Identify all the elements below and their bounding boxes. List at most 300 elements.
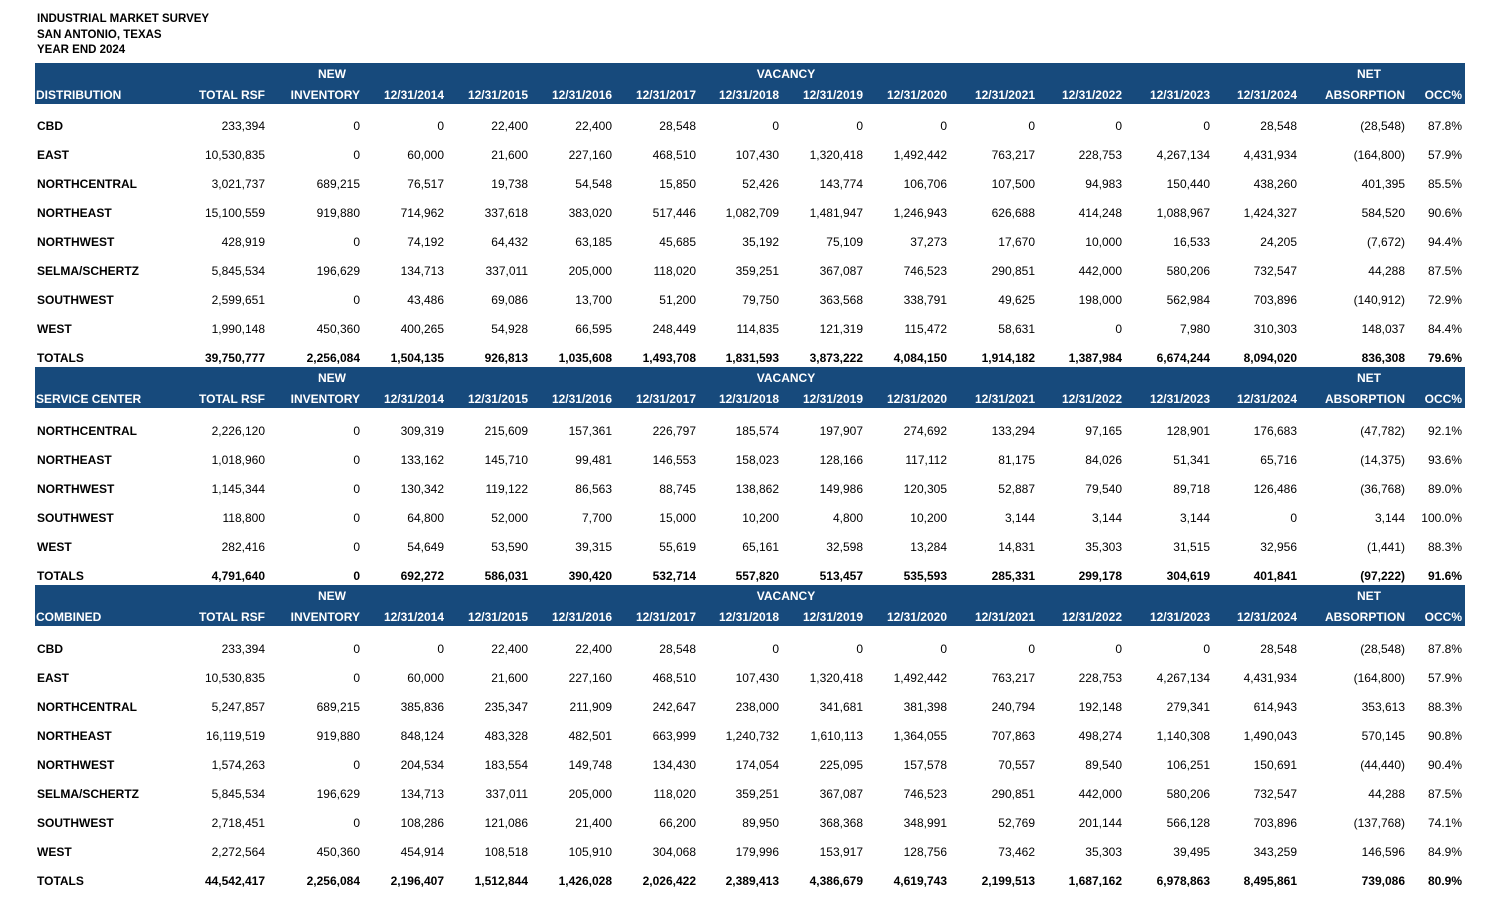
table-cell: 107,500 [991, 177, 1035, 191]
table-cell: 138,862 [735, 482, 779, 496]
table-cell: 70,557 [998, 758, 1035, 772]
table-cell: 532,714 [652, 569, 696, 583]
table-cell: 24,205 [1260, 235, 1297, 249]
table-cell: 1,492,442 [893, 671, 947, 685]
table-cell: (7,672) [1366, 235, 1405, 249]
year-header-12-31-2017: 12/31/2017 [635, 88, 696, 102]
table-cell: 414,248 [1078, 206, 1122, 220]
table-cell: 1,492,442 [893, 148, 947, 162]
table-cell: 3,144 [1179, 511, 1210, 525]
table-cell: 714,962 [400, 206, 444, 220]
submarket-name: NORTHCENTRAL [37, 424, 137, 438]
table-cell: 1,018,960 [211, 453, 265, 467]
table-cell: 80.9% [1427, 874, 1462, 888]
table-cell: 60,000 [407, 148, 444, 162]
table-cell: 133,162 [400, 453, 444, 467]
table-cell: 10,000 [1085, 235, 1122, 249]
table-cell: 118,020 [653, 264, 696, 278]
table-cell: 205,000 [568, 264, 612, 278]
table-cell: 2,256,084 [306, 874, 360, 888]
table-cell: 442,000 [1078, 787, 1122, 801]
table-cell: 107,430 [735, 148, 779, 162]
table-cell: 390,420 [568, 569, 612, 583]
table-cell: 1,145,344 [211, 482, 265, 496]
table-cell: (137,768) [1353, 816, 1405, 830]
table-cell: 6,674,244 [1156, 351, 1210, 365]
table-cell: 1,490,043 [1243, 729, 1297, 743]
table-cell: 0 [1203, 119, 1210, 133]
report-title [37, 12, 209, 59]
table-cell: 348,991 [903, 816, 947, 830]
table-cell: 290,851 [991, 264, 1035, 278]
table-cell: 2,226,120 [211, 424, 265, 438]
table-cell: 338,791 [903, 293, 947, 307]
submarket-name: NORTHCENTRAL [37, 177, 137, 191]
table-cell: 4,619,743 [893, 874, 947, 888]
table-cell: 21,600 [491, 148, 528, 162]
year-header-12-31-2016: 12/31/2016 [551, 610, 612, 624]
table-cell: 562,984 [1166, 293, 1210, 307]
table-cell: 1,504,135 [390, 351, 444, 365]
table-cell: 746,523 [903, 264, 947, 278]
table-cell: 703,896 [1253, 293, 1297, 307]
submarket-name: NORTHWEST [37, 482, 115, 496]
table-cell: 450,360 [316, 322, 360, 336]
table-cell: 341,681 [819, 700, 863, 714]
table-cell: 90.6% [1427, 206, 1462, 220]
table-cell: 22,400 [575, 119, 612, 133]
table-cell: 1,990,148 [211, 322, 265, 336]
year-header-12-31-2016: 12/31/2016 [551, 392, 612, 406]
table-cell: 128,901 [1166, 424, 1210, 438]
table-cell: 517,446 [652, 206, 696, 220]
table-cell: 4,267,134 [1156, 148, 1210, 162]
table-cell: 10,530,835 [204, 671, 265, 685]
table-cell: 483,328 [484, 729, 528, 743]
table-cell: 0 [353, 642, 360, 656]
table-header-band [35, 367, 1465, 408]
table-cell: 0 [1115, 322, 1122, 336]
table-cell: 43,486 [407, 293, 444, 307]
table-cell: 689,215 [316, 177, 360, 191]
table-cell: 0 [353, 540, 360, 554]
table-cell: 1,082,709 [725, 206, 779, 220]
year-header-12-31-2022: 12/31/2022 [1061, 88, 1122, 102]
totals-row [35, 350, 1465, 366]
submarket-name: WEST [37, 322, 72, 336]
table-cell: 85.5% [1427, 177, 1462, 191]
table-cell: 90.4% [1427, 758, 1462, 772]
table-cell: 1,320,418 [809, 671, 863, 685]
table-cell: (164,800) [1353, 671, 1405, 685]
table-cell: 233,394 [221, 119, 265, 133]
table-cell: 274,692 [903, 424, 947, 438]
table-cell: 0 [1028, 119, 1035, 133]
table-cell: 279,341 [1166, 700, 1210, 714]
table-cell: 28,548 [1260, 119, 1297, 133]
table-cell: 513,457 [819, 569, 863, 583]
year-header-12-31-2019: 12/31/2019 [802, 88, 863, 102]
table-cell: 150,691 [1253, 758, 1297, 772]
table-cell: 580,206 [1166, 787, 1210, 801]
table-section-combined [35, 585, 1465, 893]
new-inventory-header-top: NEW [318, 589, 346, 603]
table-cell: 337,011 [485, 264, 528, 278]
table-cell: 15,000 [659, 511, 696, 525]
table-cell: 1,387,984 [1068, 351, 1122, 365]
table-row [35, 263, 1465, 279]
table-cell: 179,996 [735, 845, 779, 859]
table-cell: 7,700 [581, 511, 612, 525]
totals-row [35, 568, 1465, 584]
table-cell: 157,578 [903, 758, 947, 772]
table-cell: 65,716 [1260, 453, 1297, 467]
table-cell: 4,791,640 [211, 569, 265, 583]
table-cell: 385,836 [400, 700, 444, 714]
table-cell: 367,087 [819, 787, 863, 801]
table-cell: 343,259 [1253, 845, 1297, 859]
table-cell: 0 [353, 482, 360, 496]
table-cell: 35,303 [1085, 540, 1122, 554]
table-cell: 1,320,418 [809, 148, 863, 162]
table-cell: 310,303 [1253, 322, 1297, 336]
table-cell: 746,523 [903, 787, 947, 801]
table-row [35, 321, 1465, 337]
table-cell: 211,909 [569, 700, 612, 714]
table-cell: 3,144 [1091, 511, 1122, 525]
total-rsf-header: TOTAL RSF [199, 392, 265, 406]
table-cell: 2,599,651 [211, 293, 265, 307]
table-cell: 4,386,679 [809, 874, 863, 888]
table-cell: 60,000 [407, 671, 444, 685]
table-cell: 185,574 [735, 424, 779, 438]
table-cell: 0 [856, 642, 863, 656]
table-cell: 1,493,708 [642, 351, 696, 365]
net-absorption-header-top: NET [1357, 589, 1381, 603]
table-cell: 1,687,162 [1068, 874, 1122, 888]
year-header-12-31-2019: 12/31/2019 [802, 392, 863, 406]
table-cell: 87.5% [1427, 787, 1462, 801]
submarket-name: NORTHEAST [37, 729, 112, 743]
net-absorption-header-bottom: ABSORPTION [1324, 88, 1405, 102]
submarket-name: NORTHEAST [37, 206, 112, 220]
table-cell: 64,432 [491, 235, 528, 249]
table-cell: 55,619 [659, 540, 696, 554]
table-cell: 148,037 [1361, 322, 1405, 336]
table-cell: 0 [772, 642, 779, 656]
table-cell: 49,625 [998, 293, 1035, 307]
table-cell: 614,943 [1253, 700, 1297, 714]
table-cell: 6,978,863 [1156, 874, 1210, 888]
table-cell: 150,440 [1166, 177, 1210, 191]
table-row [35, 176, 1465, 192]
table-cell: 84.4% [1427, 322, 1462, 336]
section-label: DISTRIBUTION [36, 88, 122, 102]
year-header-12-31-2022: 12/31/2022 [1061, 392, 1122, 406]
table-cell: 482,501 [568, 729, 612, 743]
table-cell: 732,547 [1253, 787, 1297, 801]
table-cell: 14,831 [998, 540, 1035, 554]
table-cell: 381,398 [903, 700, 947, 714]
table-cell: 149,986 [819, 482, 863, 496]
year-header-12-31-2020: 12/31/2020 [886, 392, 947, 406]
table-cell: 1,831,593 [725, 351, 779, 365]
table-cell: 299,178 [1078, 569, 1122, 583]
table-cell: 32,956 [1260, 540, 1297, 554]
table-cell: 689,215 [316, 700, 360, 714]
submarket-name: SOUTHWEST [37, 511, 114, 525]
table-cell: 39,495 [1173, 845, 1210, 859]
submarket-name: WEST [37, 540, 72, 554]
table-cell: 926,813 [484, 351, 528, 365]
table-cell: 97,165 [1085, 424, 1122, 438]
table-cell: 28,548 [1260, 642, 1297, 656]
table-cell: 73,462 [998, 845, 1035, 859]
table-row [35, 510, 1465, 526]
table-cell: 919,880 [316, 729, 360, 743]
year-header-12-31-2014: 12/31/2014 [383, 88, 444, 102]
table-cell: 428,919 [221, 235, 265, 249]
table-cell: 52,887 [998, 482, 1035, 496]
table-cell: 52,426 [742, 177, 779, 191]
table-cell: (14,375) [1360, 453, 1405, 467]
table-cell: 566,128 [1166, 816, 1210, 830]
table-cell: 401,395 [1361, 177, 1405, 191]
table-cell: 4,267,134 [1156, 671, 1210, 685]
table-cell: 10,200 [910, 511, 947, 525]
net-absorption-header-top: NET [1357, 371, 1381, 385]
table-cell: 0 [353, 453, 360, 467]
table-row [35, 205, 1465, 221]
table-cell: 353,613 [1361, 700, 1405, 714]
table-cell: 282,416 [221, 540, 265, 554]
table-cell: 235,347 [484, 700, 528, 714]
table-cell: 128,756 [903, 845, 947, 859]
table-cell: 359,251 [735, 264, 779, 278]
table-cell: 107,430 [735, 671, 779, 685]
table-cell: 0 [1290, 511, 1297, 525]
table-cell: 37,273 [910, 235, 947, 249]
table-cell: 74.1% [1427, 816, 1462, 830]
table-cell: 134,430 [652, 758, 696, 772]
section-label: COMBINED [36, 610, 102, 624]
table-cell: 1,140,308 [1156, 729, 1210, 743]
table-row [35, 481, 1465, 497]
table-cell: 118,800 [222, 511, 265, 525]
table-cell: 119,122 [485, 482, 528, 496]
table-cell: 248,449 [652, 322, 696, 336]
submarket-name: TOTALS [37, 351, 84, 365]
table-cell: 401,841 [1253, 569, 1297, 583]
table-cell: 21,600 [491, 671, 528, 685]
submarket-name: NORTHWEST [37, 758, 115, 772]
submarket-name: SELMA/SCHERTZ [37, 787, 139, 801]
table-cell: 39,750,777 [204, 351, 265, 365]
table-cell: 0 [437, 642, 444, 656]
table-cell: 703,896 [1253, 816, 1297, 830]
table-cell: 16,533 [1173, 235, 1210, 249]
table-cell: 58,631 [998, 322, 1035, 336]
submarket-name: CBD [37, 119, 63, 133]
table-row [35, 147, 1465, 163]
table-cell: 100.0% [1421, 511, 1462, 525]
totals-row [35, 873, 1465, 889]
year-header-12-31-2018: 12/31/2018 [718, 610, 779, 624]
table-cell: 52,769 [998, 816, 1035, 830]
year-header-12-31-2023: 12/31/2023 [1149, 88, 1210, 102]
table-cell: 0 [353, 119, 360, 133]
table-cell: 3,021,737 [211, 177, 265, 191]
table-row [35, 786, 1465, 802]
table-cell: 3,144 [1374, 511, 1405, 525]
submarket-name: NORTHWEST [37, 235, 115, 249]
year-header-12-31-2024: 12/31/2024 [1236, 88, 1297, 102]
table-cell: 66,200 [659, 816, 696, 830]
table-cell: 240,794 [991, 700, 1035, 714]
submarket-name: NORTHCENTRAL [37, 700, 137, 714]
table-cell: 17,670 [998, 235, 1035, 249]
table-cell: 3,873,222 [809, 351, 863, 365]
table-cell: 763,217 [991, 671, 1035, 685]
table-cell: 0 [353, 511, 360, 525]
table-cell: 498,274 [1078, 729, 1122, 743]
net-absorption-header-bottom: ABSORPTION [1324, 392, 1405, 406]
table-cell: 1,426,028 [558, 874, 612, 888]
year-header-12-31-2021: 12/31/2021 [974, 610, 1035, 624]
table-cell: 93.6% [1427, 453, 1462, 467]
table-cell: (44,440) [1360, 758, 1405, 772]
table-cell: 304,068 [652, 845, 696, 859]
year-header-12-31-2015: 12/31/2015 [467, 88, 528, 102]
year-header-12-31-2020: 12/31/2020 [886, 88, 947, 102]
table-cell: 52,000 [491, 511, 528, 525]
table-cell: 1,088,967 [1156, 206, 1210, 220]
table-cell: 1,914,182 [981, 351, 1035, 365]
table-cell: 145,710 [484, 453, 528, 467]
year-header-12-31-2022: 12/31/2022 [1061, 610, 1122, 624]
year-header-12-31-2024: 12/31/2024 [1236, 392, 1297, 406]
net-absorption-header-top: NET [1357, 67, 1381, 81]
table-cell: 108,286 [400, 816, 444, 830]
table-row [35, 118, 1465, 134]
table-cell: 106,251 [1166, 758, 1210, 772]
submarket-name: TOTALS [37, 874, 84, 888]
table-cell: 75,109 [826, 235, 863, 249]
table-cell: 337,011 [485, 787, 528, 801]
table-row [35, 815, 1465, 831]
year-header-12-31-2021: 12/31/2021 [974, 392, 1035, 406]
table-cell: 692,272 [400, 569, 444, 583]
table-cell: 1,364,055 [893, 729, 947, 743]
table-cell: 201,144 [1078, 816, 1122, 830]
table-cell: 2,026,422 [642, 874, 696, 888]
submarket-name: SOUTHWEST [37, 293, 114, 307]
table-cell: 88,745 [659, 482, 696, 496]
table-cell: 1,574,263 [211, 758, 265, 772]
table-cell: 233,394 [221, 642, 265, 656]
table-cell: 0 [1115, 642, 1122, 656]
table-cell: 2,718,451 [211, 816, 265, 830]
table-cell: 31,515 [1173, 540, 1210, 554]
total-rsf-header: TOTAL RSF [199, 610, 265, 624]
table-cell: 153,917 [819, 845, 863, 859]
table-cell: 0 [856, 119, 863, 133]
net-absorption-header-bottom: ABSORPTION [1324, 610, 1405, 624]
total-rsf-header: TOTAL RSF [199, 88, 265, 102]
table-cell: 51,200 [659, 293, 696, 307]
report-title-line-2: SAN ANTONIO, TEXAS [37, 28, 162, 41]
table-cell: 105,910 [568, 845, 612, 859]
table-cell: 89,950 [742, 816, 779, 830]
occupancy-header: OCC% [1424, 88, 1462, 102]
new-inventory-header-bottom: INVENTORY [290, 610, 360, 624]
table-cell: 2,389,413 [725, 874, 779, 888]
table-cell: 121,319 [819, 322, 863, 336]
table-cell: 0 [353, 235, 360, 249]
table-cell: 454,914 [400, 845, 444, 859]
table-cell: 242,647 [652, 700, 696, 714]
table-cell: 35,303 [1085, 845, 1122, 859]
table-cell: 88.3% [1427, 700, 1462, 714]
table-cell: 92.1% [1427, 424, 1462, 438]
table-cell: 45,685 [659, 235, 696, 249]
table-cell: 8,094,020 [1243, 351, 1297, 365]
table-cell: 5,247,857 [211, 700, 265, 714]
table-cell: 81,175 [998, 453, 1035, 467]
table-cell: (164,800) [1353, 148, 1405, 162]
table-cell: 130,342 [400, 482, 444, 496]
table-cell: 114,835 [736, 322, 779, 336]
year-header-12-31-2016: 12/31/2016 [551, 88, 612, 102]
table-cell: 337,618 [484, 206, 528, 220]
table-cell: 44,288 [1368, 264, 1405, 278]
table-cell: (36,768) [1360, 482, 1405, 496]
table-cell: 836,308 [1361, 351, 1405, 365]
year-header-12-31-2018: 12/31/2018 [718, 392, 779, 406]
table-cell: 106,706 [903, 177, 947, 191]
table-cell: 192,148 [1078, 700, 1122, 714]
table-cell: 626,688 [991, 206, 1035, 220]
table-cell: 87.8% [1427, 119, 1462, 133]
table-cell: 128,166 [819, 453, 863, 467]
table-cell: 707,863 [991, 729, 1035, 743]
table-cell: 0 [353, 424, 360, 438]
table-cell: 79,750 [742, 293, 779, 307]
table-cell: 442,000 [1078, 264, 1122, 278]
table-cell: 0 [1203, 642, 1210, 656]
table-cell: 64,800 [407, 511, 444, 525]
table-cell: (47,782) [1360, 424, 1405, 438]
year-header-12-31-2017: 12/31/2017 [635, 392, 696, 406]
table-cell: 28,548 [659, 119, 696, 133]
table-cell: 5,845,534 [211, 787, 265, 801]
table-cell: 763,217 [991, 148, 1035, 162]
table-cell: 0 [353, 293, 360, 307]
table-cell: 7,980 [1179, 322, 1210, 336]
table-cell: 13,284 [910, 540, 947, 554]
table-cell: 1,610,113 [810, 729, 863, 743]
table-cell: 65,161 [742, 540, 779, 554]
table-cell: 121,086 [484, 816, 528, 830]
table-cell: 228,753 [1078, 671, 1122, 685]
table-cell: 146,596 [1361, 845, 1405, 859]
submarket-name: EAST [37, 148, 70, 162]
table-cell: 0 [1028, 642, 1035, 656]
table-cell: (97,222) [1360, 569, 1405, 583]
table-cell: 174,054 [735, 758, 779, 772]
table-cell: 2,199,513 [981, 874, 1035, 888]
year-header-12-31-2020: 12/31/2020 [886, 610, 947, 624]
